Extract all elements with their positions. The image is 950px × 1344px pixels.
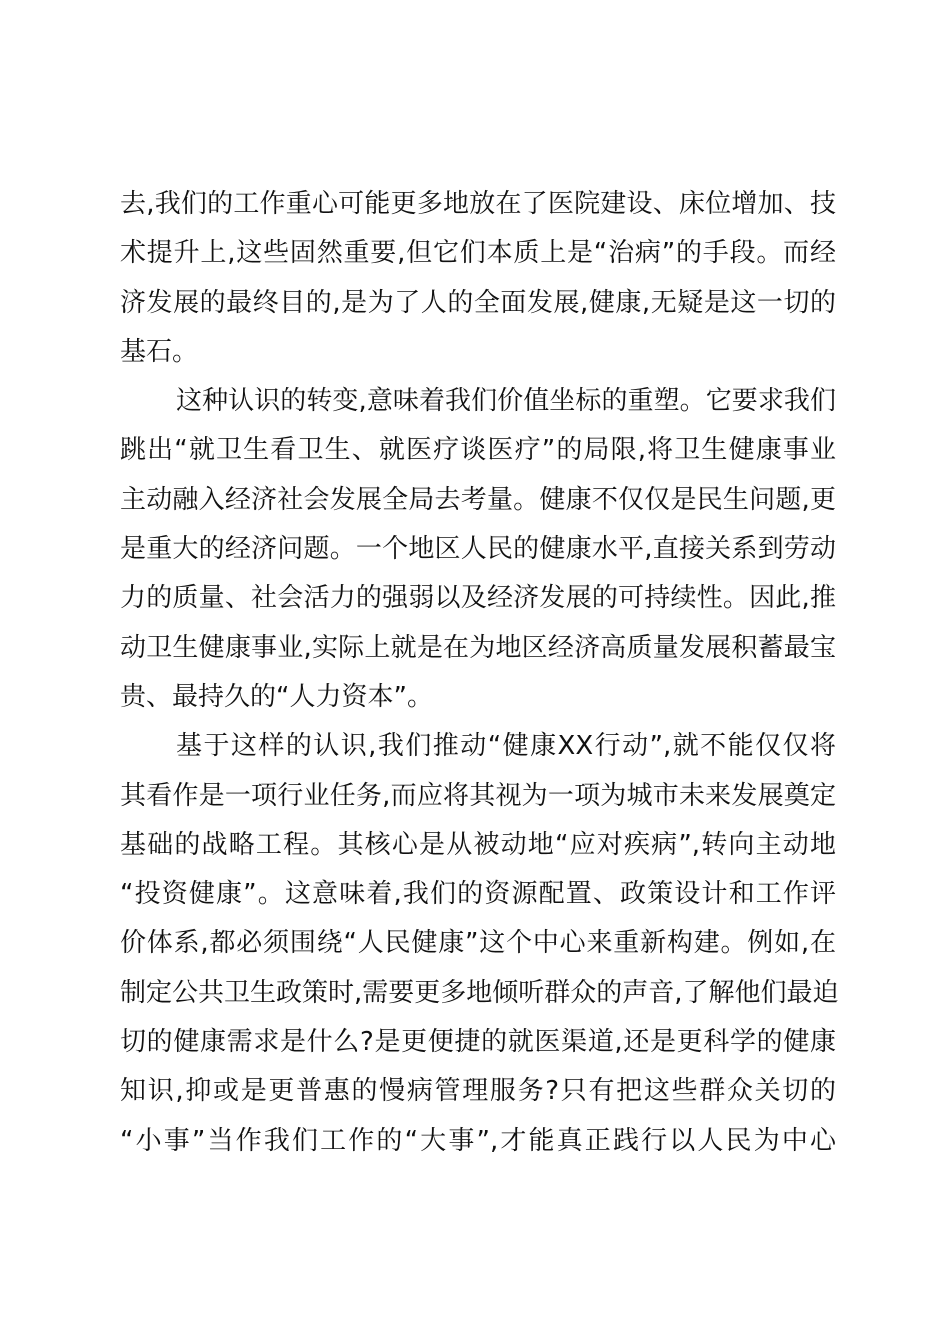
paragraph-first-line: 这种认识的转变,意味着我们价值坐标的重塑。它要求我们 bbox=[176, 386, 836, 417]
text-line: 济发展的最终目的,是为了人的全面发展,健康,无疑是这一切的 bbox=[120, 287, 836, 318]
text-line: 主动融入经济社会发展全局去考量。健康不仅仅是民生问题,更 bbox=[120, 484, 836, 515]
text-line: “投资健康”。这意味着,我们的资源配置、政策设计和工作评 bbox=[120, 879, 836, 910]
text-line: 基石。 bbox=[120, 336, 199, 367]
text-line: 切的健康需求是什么?是更便捷的就医渠道,还是更科学的健康 bbox=[120, 1027, 836, 1058]
text-line: 是重大的经济问题。一个地区人民的健康水平,直接关系到劳动 bbox=[120, 534, 836, 565]
document-body bbox=[120, 180, 839, 1166]
text-line: 动卫生健康事业,实际上就是在为地区经济高质量发展积蓄最宝 bbox=[120, 632, 836, 663]
text-line: 知识,抑或是更普惠的慢病管理服务?只有把这些群众关切的 bbox=[120, 1076, 836, 1107]
text-line: 去,我们的工作重心可能更多地放在了医院建设、床位增加、技 bbox=[120, 189, 836, 219]
text-line: 贵、最持久的“人力资本”。 bbox=[120, 681, 433, 712]
text-line: 术提升上,这些固然重要,但它们本质上是“治病”的手段。而经 bbox=[120, 238, 836, 269]
text-line: 制定公共卫生政策时,需要更多地倾听群众的声音,了解他们最迫 bbox=[120, 977, 839, 1008]
text-line: “小事”当作我们工作的“大事”,才能真正践行以人民为中心 bbox=[120, 1125, 836, 1156]
text-line: 其看作是一项行业任务,而应将其视为一项为城市未来发展奠定 bbox=[120, 780, 836, 811]
text-line: 价体系,都必须围绕“人民健康”这个中心来重新构建。例如,在 bbox=[120, 928, 836, 959]
text-line: 力的质量、社会活力的强弱以及经济发展的可持续性。因此,推 bbox=[120, 583, 836, 614]
text-line: 基础的战略工程。其核心是从被动地“应对疾病”,转向主动地 bbox=[120, 829, 836, 860]
text-line: 跳出“就卫生看卫生、就医疗谈医疗”的局限,将卫生健康事业 bbox=[120, 435, 836, 466]
paragraph-first-line: 基于这样的认识,我们推动“健康XX行动”,就不能仅仅将 bbox=[176, 731, 836, 762]
